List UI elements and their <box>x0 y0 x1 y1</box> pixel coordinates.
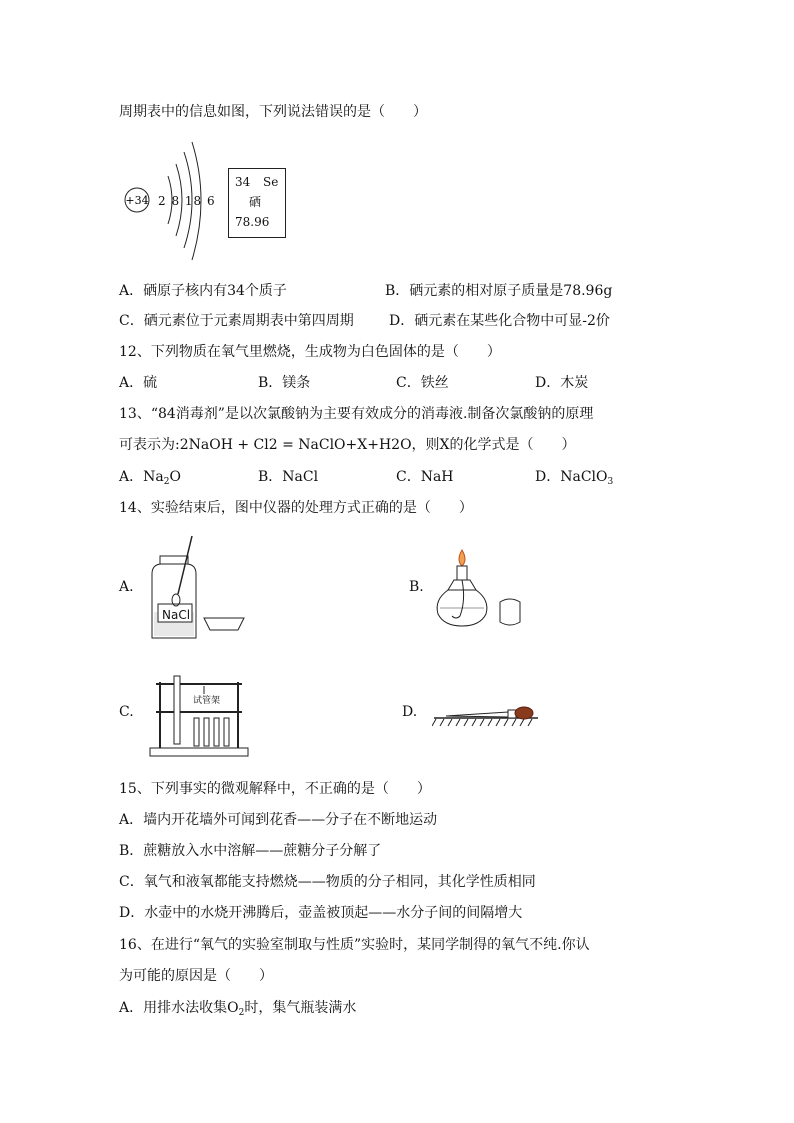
element-number: 34 <box>235 175 251 189</box>
q12-option-c: C．铁丝 <box>396 375 449 391</box>
q14-label-c: C. <box>119 704 134 720</box>
q16-stem-line2: 为可能的原因是（ ） <box>119 968 273 984</box>
q15-stem: 15、下列事实的微观解释中，不正确的是（ ） <box>119 781 431 797</box>
element-name: 硒 <box>249 195 262 209</box>
q13-option-b: B．NaCl <box>258 469 319 485</box>
rack-label: 试管架 <box>193 696 221 706</box>
q15-option-c: C．氧气和液氧都能支持燃烧——物质的分子相同，其化学性质相同 <box>119 874 536 890</box>
q14-label-d: D. <box>402 704 418 720</box>
q12-option-b: B．镁条 <box>258 375 311 391</box>
q11-option-d: D．硒元素在某些化合物中可显-2价 <box>389 313 610 329</box>
q16-stem-line1: 16、在进行“氧气的实验室制取与性质”实验时，某同学制得的氧气不纯.你认 <box>119 937 590 953</box>
q13-option-d: D．NaClO$_3$ <box>535 469 614 487</box>
q13-stem-line2: 可表示为:2NaOH + Cl2 = NaClO+X+H2O，则X的化学式是（ ） <box>119 437 576 453</box>
element-cell <box>228 168 286 238</box>
q11-stem: 周期表中的信息如图，下列说法错误的是（ ） <box>119 104 427 120</box>
alcohol-lamp-figure <box>432 544 532 634</box>
q14-label-b: B. <box>409 579 424 595</box>
q11-option-a: A．硒原子核内有34个质子 <box>119 283 287 299</box>
test-tube-rack-figure <box>148 672 250 762</box>
q14-stem: 14、实验结束后，图中仪器的处理方式正确的是（ ） <box>119 500 473 516</box>
q13-option-c: C．NaH <box>396 469 454 485</box>
q15-option-d: D．水壶中的水烧开沸腾后，壶盖被顶起——水分子间的间隔增大 <box>119 905 523 921</box>
atom-nucleus: +34 <box>125 194 149 207</box>
atom-shells: 2 8 18 6 <box>158 194 216 208</box>
q15-option-a: A．墙内开花墙外可闻到花香——分子在不断地运动 <box>119 812 438 828</box>
q12-option-d: D．木炭 <box>535 375 589 391</box>
q13-option-a: A．$Na_2O$ <box>119 469 181 487</box>
q12-stem: 12、下列物质在氧气里燃烧，生成物为白色固体的是（ ） <box>119 344 501 360</box>
element-symbol: Se <box>263 175 279 189</box>
q15-option-b: B．蔗糖放入水中溶解——蔗糖分子分解了 <box>119 843 382 859</box>
q16-option-a: A．用排水法收集$O_2$时，集气瓶装满水 <box>119 1000 357 1018</box>
reagent-bottle-figure <box>148 534 258 646</box>
q13-stem-line1: 13、“84消毒剂”是以次氯酸钠为主要有效成分的消毒液.制备次氯酸钠的原理 <box>119 406 594 422</box>
q11-option-c: C．硒元素位于元素周期表中第四周期 <box>119 313 354 329</box>
dropper-on-table-figure <box>432 704 542 734</box>
q14-label-a: A. <box>119 579 134 595</box>
q12-option-a: A．硫 <box>119 375 158 391</box>
bottle-label: NaCl <box>162 608 191 622</box>
q11-option-b: B．硒元素的相对原子质量是78.96g <box>385 283 613 299</box>
element-mass: 78.96 <box>235 215 270 229</box>
